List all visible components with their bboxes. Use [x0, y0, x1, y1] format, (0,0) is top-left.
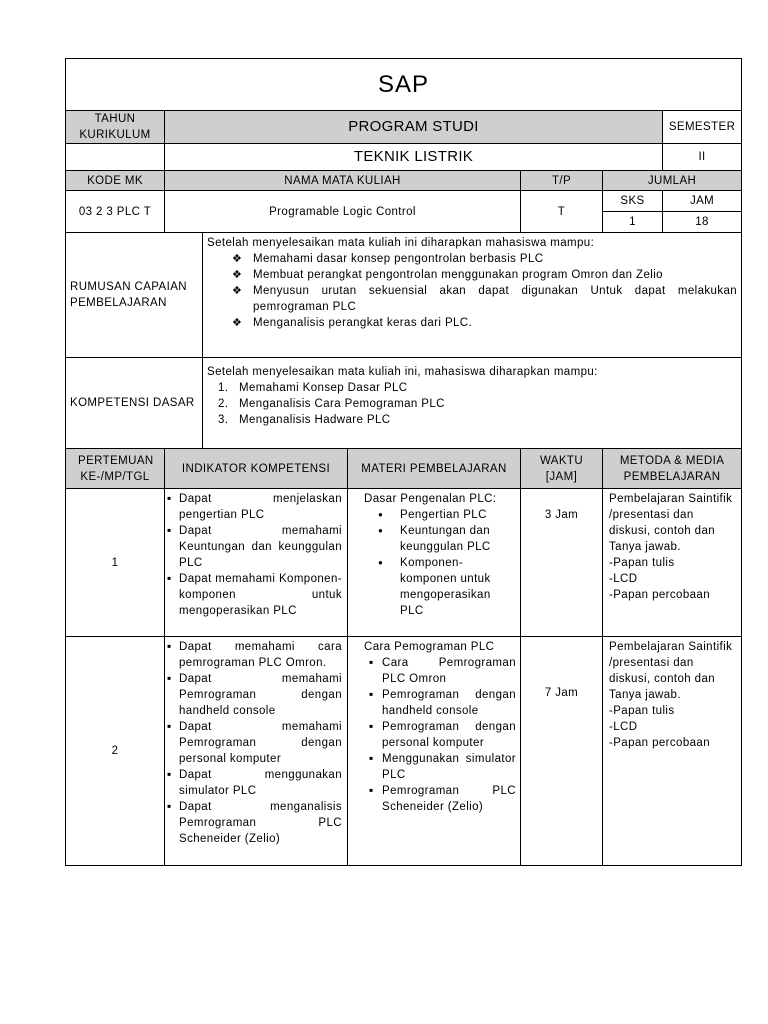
materi-item: ▪ Menggunakan simulator PLC: [364, 751, 516, 783]
tp-value: T: [521, 191, 603, 233]
jumlah-label: JUMLAH: [603, 171, 742, 191]
kompetensi-intro: Setelah menyelesaikan mata kuliah ini, mahasiswa diharapkan mampu:: [207, 366, 598, 378]
capaian-item: ❖ Menyusun urutan sekuensial akan dapat digunakan Untuk dapat melakukan pemrograman PLC: [207, 283, 737, 315]
kompetensi-label: KOMPETENSI DASAR: [66, 358, 203, 449]
indikator-item: ▪ Dapat menganalisis Pemrograman PLC Scheneider (Zelio): [167, 799, 342, 847]
indikator-item: ▪ Dapat memahami Keuntungan dan keunggulan PLC: [167, 523, 342, 571]
tahun-kurikulum-value: [66, 144, 165, 171]
metoda-text: -Papan tulis: [609, 705, 675, 717]
materi-item: ▪ Pemrograman dengan handheld console: [364, 687, 516, 719]
kompetensi-item: 1. Memahami Konsep Dasar PLC: [218, 382, 408, 394]
indikator-list: [167, 491, 342, 619]
materi-item: ▪ Pemrograman PLC Scheneider (Zelio): [364, 783, 516, 815]
capaian-item: ❖ Memahami dasar konsep pengontrolan berbasis PLC: [207, 251, 737, 267]
indikator-item: ▪ Dapat menjelaskan pengertian PLC: [167, 491, 342, 523]
materi-item: ▪ Cara Pemrograman PLC Omron: [364, 655, 516, 687]
waktu-value: 3 Jam: [521, 489, 603, 637]
metoda-text: Pembelajaran Saintifik /presentasi dan diskusi, contoh dan Tanya jawab.: [609, 641, 733, 701]
tahun-kurikulum-label: TAHUN KURIKULUM: [66, 111, 165, 144]
metoda-text: Pembelajaran Saintifik /presentasi dan diskusi, contoh dan Tanya jawab.: [609, 493, 733, 553]
table-row: [66, 637, 742, 866]
indikator-item: ▪ Dapat memahami Pemrograman dengan handheld console: [167, 671, 342, 719]
metoda-text: -Papan percobaan: [609, 737, 711, 749]
semester-label: SEMESTER: [663, 111, 742, 144]
metoda-text: -Papan tulis: [609, 557, 675, 569]
materi-item: ● Pengertian PLC: [364, 507, 516, 523]
jam-label: JAM: [663, 191, 742, 212]
materi-item: ● Komponen-komponen untuk mengoperasikan PLC: [364, 555, 516, 619]
col-waktu: WAKTU [JAM]: [521, 449, 603, 489]
indikator-item: ▪ Dapat memahami Komponen-komponen untuk mengoperasikan PLC: [167, 571, 342, 619]
document-title: SAP: [66, 59, 742, 111]
col-materi: MATERI PEMBELAJARAN: [348, 449, 521, 489]
indikator-item: ▪ Dapat memahami Pemrograman dengan personal komputer: [167, 719, 342, 767]
materi-title: Cara Pemograman PLC: [364, 641, 495, 653]
pertemuan-value: 2: [66, 637, 165, 866]
capaian-content: [203, 233, 742, 358]
indikator-list: [167, 639, 342, 847]
indikator-cell: [165, 637, 348, 866]
materi-cell: [348, 637, 521, 866]
sks-value: 1: [603, 212, 663, 233]
kompetensi-content: [203, 358, 742, 449]
kode-mk-label: KODE MK: [66, 171, 165, 191]
tp-label: T/P: [521, 171, 603, 191]
materi-title: Dasar Pengenalan PLC:: [364, 493, 497, 505]
pertemuan-value: 1: [66, 489, 165, 637]
kode-mk-value: 03 2 3 PLC T: [66, 191, 165, 233]
kompetensi-list: [207, 380, 737, 428]
kompetensi-item: 2. Menganalisis Cara Pemograman PLC: [218, 398, 445, 410]
capaian-item: ❖ Menganalisis perangkat keras dari PLC.: [207, 315, 737, 331]
capaian-label: RUMUSAN CAPAIAN PEMBELAJARAN: [66, 233, 203, 358]
indikator-item: ▪ Dapat menggunakan simulator PLC: [167, 767, 342, 799]
waktu-value: 7 Jam: [521, 637, 603, 866]
col-pertemuan: PERTEMUAN KE-/MP/TGL: [66, 449, 165, 489]
program-studi-label: PROGRAM STUDI: [165, 111, 663, 144]
materi-cell: [348, 489, 521, 637]
metoda-cell: [603, 489, 742, 637]
indikator-item: ▪ Dapat memahami cara pemrograman PLC Omron.: [167, 639, 342, 671]
col-metoda: METODA & MEDIA PEMBELAJARAN: [603, 449, 742, 489]
sap-table: [65, 58, 742, 866]
metoda-text: -LCD: [609, 573, 638, 585]
metoda-text: -LCD: [609, 721, 638, 733]
jam-value: 18: [663, 212, 742, 233]
materi-list: [364, 655, 516, 815]
nama-mk-label: NAMA MATA KULIAH: [165, 171, 521, 191]
materi-list: [364, 507, 516, 619]
indikator-cell: [165, 489, 348, 637]
col-indikator: INDIKATOR KOMPETENSI: [165, 449, 348, 489]
sks-label: SKS: [603, 191, 663, 212]
sap-document: [65, 58, 741, 866]
semester-value: II: [663, 144, 742, 171]
program-studi-value: TEKNIK LISTRIK: [165, 144, 663, 171]
metoda-text: -Papan percobaan: [609, 589, 711, 601]
nama-mk-value: Programable Logic Control: [165, 191, 521, 233]
capaian-list: [207, 251, 737, 331]
capaian-item: ❖ Membuat perangkat pengontrolan menggunakan program Omron dan Zelio: [207, 267, 737, 283]
table-row: [66, 489, 742, 637]
materi-item: ● Keuntungan dan keunggulan PLC: [364, 523, 516, 555]
kompetensi-item: 3. Menganalisis Hadware PLC: [218, 414, 391, 426]
materi-item: ▪ Pemrograman dengan personal komputer: [364, 719, 516, 751]
metoda-cell: [603, 637, 742, 866]
capaian-intro: Setelah menyelesaikan mata kuliah ini diharapkan mahasiswa mampu:: [207, 237, 595, 249]
